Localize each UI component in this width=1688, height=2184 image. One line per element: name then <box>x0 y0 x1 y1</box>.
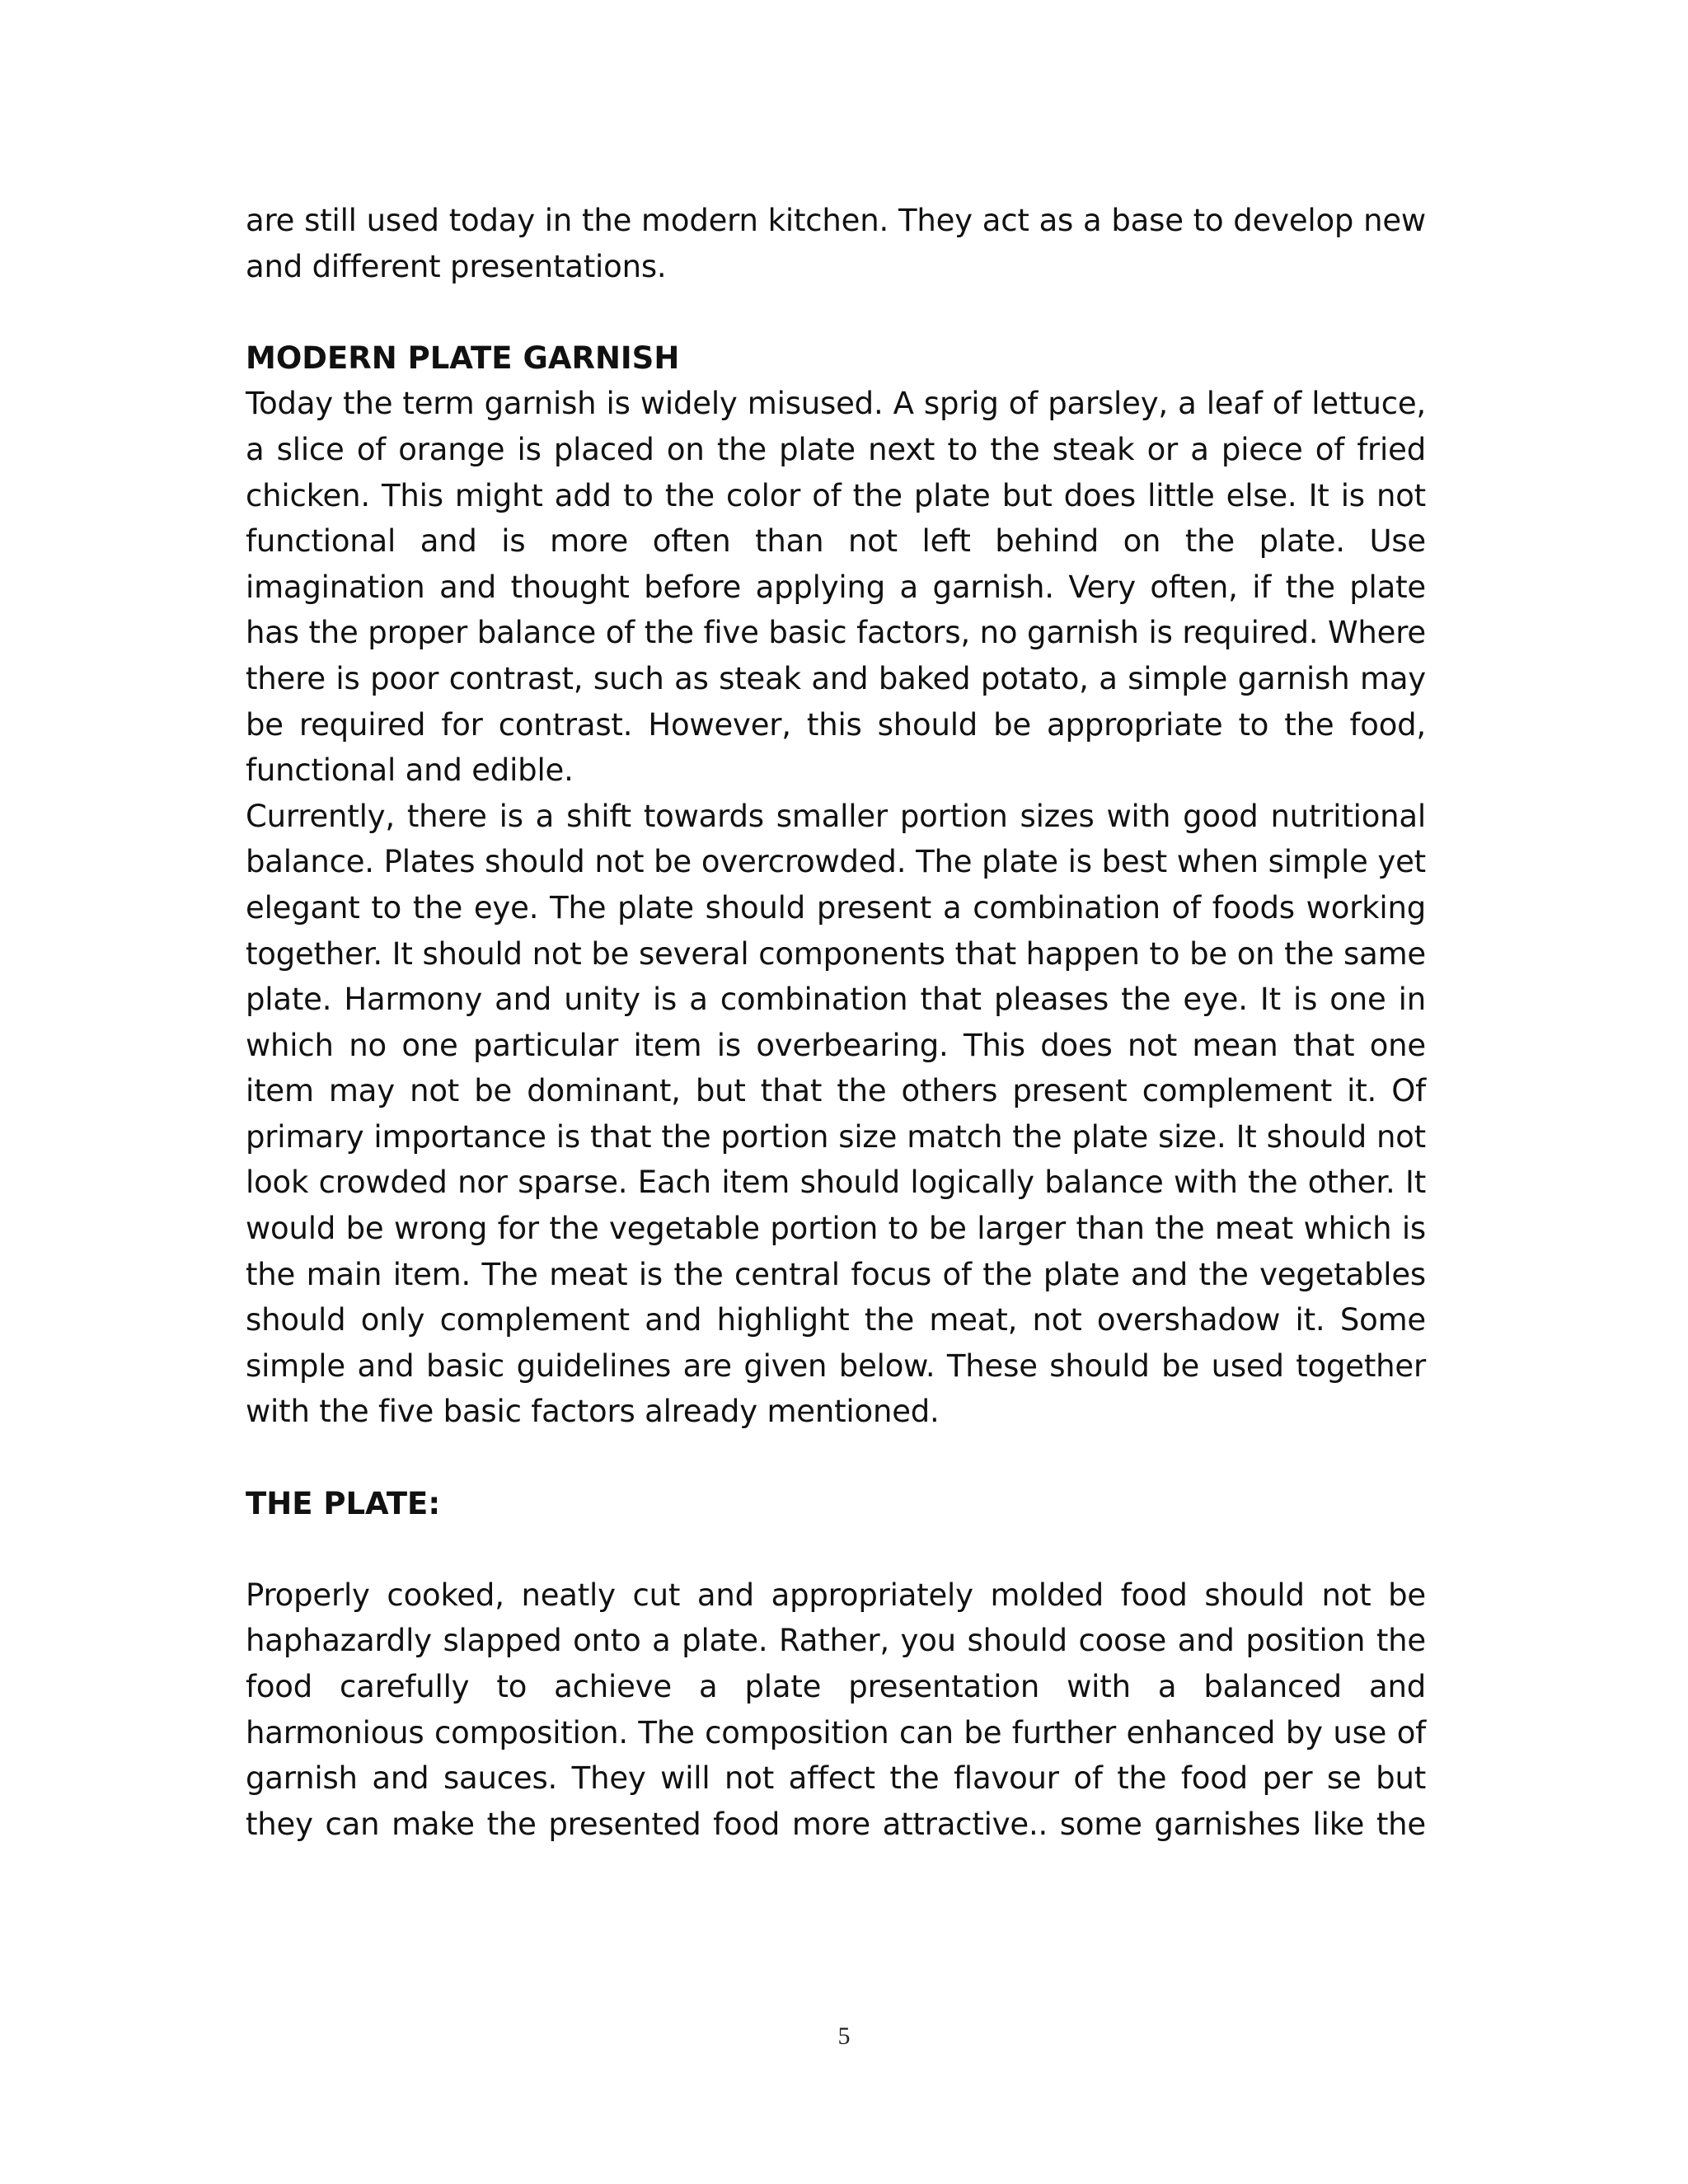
the-plate-paragraph-1: Properly cooked, neatly cut and appropriately molded food should not be haphazardly slapped onto a plate. Rather, you should coose and position the food carefully to achieve a plate presentation with a balanced and harmonious composition. The composition can be further enhanced by use of garnish and sauces. They will not affect the flavour of the food per se but they can make the presented food more attractive.. some garnishes like the <box>246 1577 1426 1842</box>
spacer <box>246 289 1426 335</box>
spacer <box>246 1435 1426 1481</box>
spacer <box>246 1526 1426 1572</box>
section-heading-modern-plate-garnish: MODERN PLATE GARNISH <box>246 340 680 376</box>
document-page <box>246 198 1426 1847</box>
modern-garnish-paragraph-1: Today the term garnish is widely misused. A sprig of parsley, a leaf of lettuce, a slice of orange is placed on the plate next to the steak or a piece of fried chicken. This might add to the color of the plate but does little else. It is not functional and is more often than not left behind on the plate. Use imagination and thought before applying a garnish. Very often, if the plate has the proper balance of the five basic factors, no garnish is required. Where there is poor contrast, such as steak and baked potato, a simple garnish may be required for contrast. However, this should be appropriate to the food, functional and edible. <box>246 386 1426 789</box>
section-heading-the-plate: THE PLATE: <box>246 1485 441 1521</box>
modern-garnish-paragraph-2: Currently, there is a shift towards smaller portion sizes with good nutritional balance. Plates should not be overcrowded. The plate is best when simple yet elegant to the eye. The plate should present a combination of foods working together. It should not be several components that happen to be on the same plate. Harmony and unity is a combination that pleases the eye. It is one in which no one particular item is overbearing. This does not mean that one item may not be dominant, but that the others present complement it. Of primary importance is that the portion size match the plate size. It should not look crowded nor sparse. Each item should logically balance with the other. It would be wrong for the vegetable portion to be larger than the meat which is the main item. The meat is the central focus of the plate and the vegetables should only complement and highlight the meat, not overshadow it. Some simple and basic guidelines are given below. These should be used together with the five basic factors already mentioned. <box>246 798 1426 1430</box>
page-number: 5 <box>837 2022 851 2050</box>
intro-paragraph: are still used today in the modern kitchen. They act as a base to develop new and different presentations. <box>246 203 1426 284</box>
